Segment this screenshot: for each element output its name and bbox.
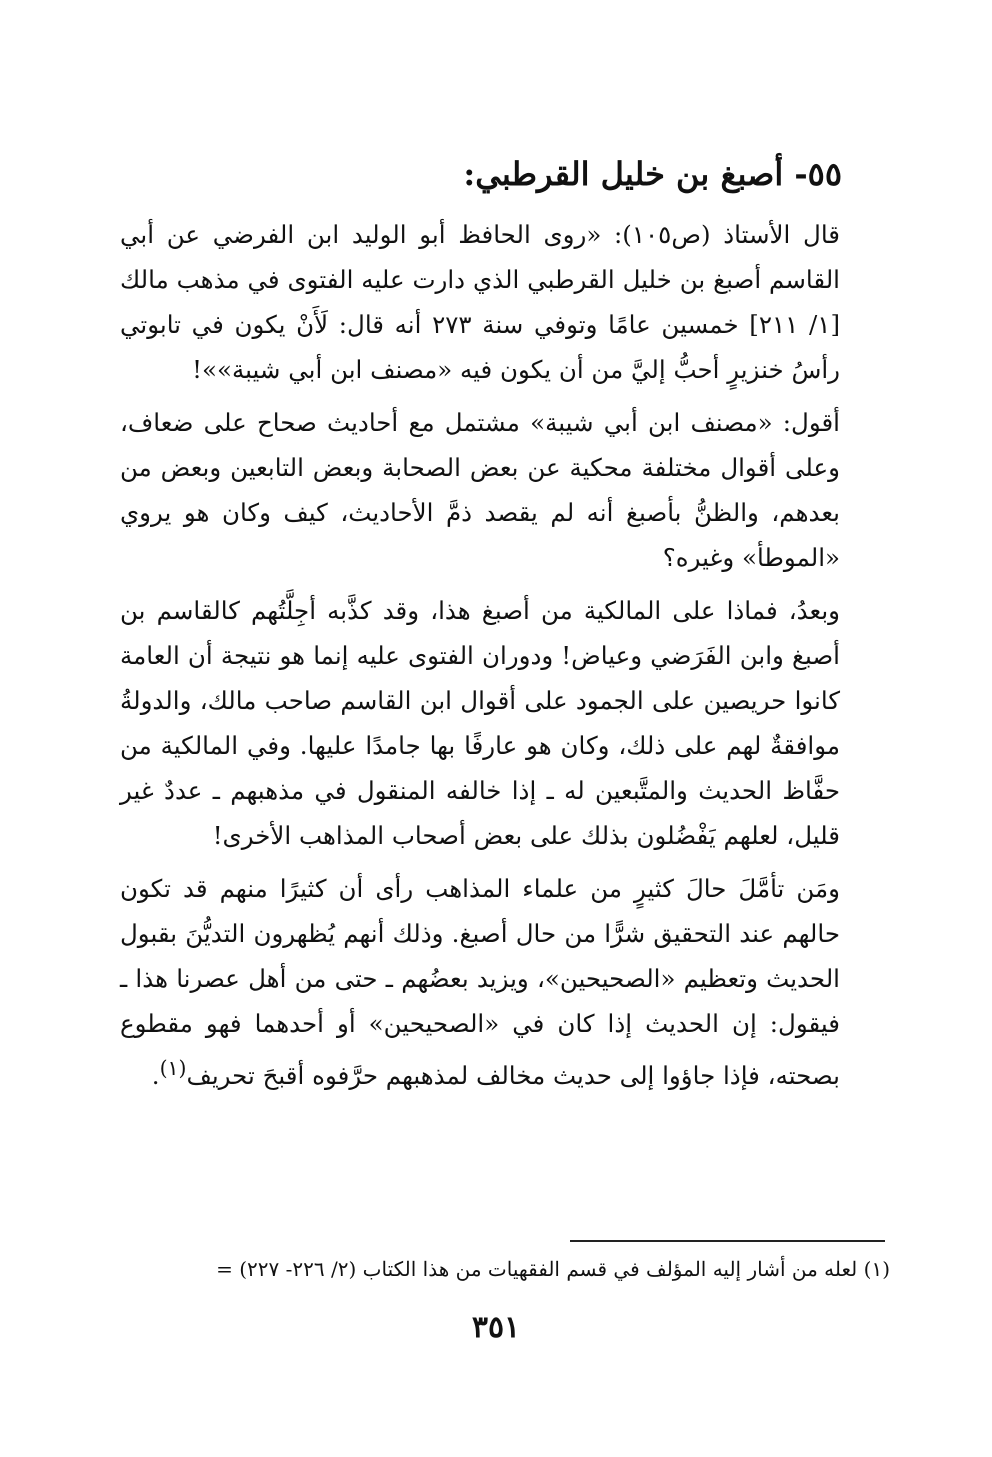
- paragraph-2: أقول: «مصنف ابن أبي شيبة» مشتمل مع أحاديث صحاح على ضعاف، وعلى أقوال مختلفة محكية عن بعض الصحابة وبعض التابعين وبعض من بعدهم، والظنُّ بأصبغ أنه لم يقصد ذمَّ الأحاديث، كيف وكان هو يروي «الموطأ» وغيره؟: [120, 408, 840, 572]
- paragraph-3: وبعدُ، فماذا على المالكية من أصبغ هذا، وقد كذَّبه أجِلَّتُهم كالقاسم بن أصبغ وابن الفَرَضي وعياض! ودوران الفتوى عليه إنما هو نتيجة أن العامة كانوا حريصين على الجمود على أقوال ابن القاسم صاحب مالك، والدولةُ موافقةٌ لهم على ذلك، وكان هو عارفًا بها جامدًا عليها. وفي المالكية من حفَّاظ الحديث والمتَّبعين له ـ إذا خالفه المنقول في مذهبهم ـ عددٌ غير قليل، لعلهم يَفْضُلون بذلك على بعض أصحاب المذاهب الأخرى!: [120, 596, 840, 850]
- footnote-separator: [570, 1240, 885, 1242]
- main-text: [120, 212, 840, 1098]
- section-heading: ٥٥- أصبغ بن خليل القرطبي:: [463, 155, 842, 193]
- paragraph-1: قال الأستاذ (ص١٠٥): «روى الحافظ أبو الوليد ابن الفرضي عن أبي القاسم أصبغ بن خليل القرطبي الذي دارت عليه الفتوى في مذهب مالك [١/ ٢١١] خمسين عامًا وتوفي سنة ٢٧٣ أنه قال: لَأَنْ يكون في تابوتي رأسُ خنزيرٍ أحبُّ إليَّ من أن يكون فيه «مصنف ابن أبي شيبة»»!: [120, 220, 840, 384]
- footnote-reference[interactable]: (١): [159, 1056, 187, 1080]
- paragraph-4-text: ومَن تأمَّلَ حالَ كثيرٍ من علماء المذاهب رأى أن كثيرًا منهم قد تكون حالهم عند التحقيق شرًّا من حال أصبغ. وذلك أنهم يُظهرون التديُّنَ بقبول الحديث وتعظيم «الصحيحين»، ويزيد بعضُهم ـ حتى من أهل عصرنا هذا ـ فيقول: إن الحديث إذا كان في «الصحيحين» أو أحدهما فهو مقطوع بصحته، فإذا جاؤوا إلى حديث مخالف لمذهبهم حرَّفوه أقبحَ تحريف: [120, 874, 840, 1091]
- footnote: (١) لعله من أشار إليه المؤلف في قسم الفقهيات من هذا الكتاب (٢/ ٢٢٦- ٢٢٧) =: [216, 1257, 890, 1281]
- paragraph-4: [120, 866, 840, 1098]
- paragraph-4-end: .: [151, 1061, 160, 1091]
- page-number: ٣٥١: [471, 1310, 521, 1345]
